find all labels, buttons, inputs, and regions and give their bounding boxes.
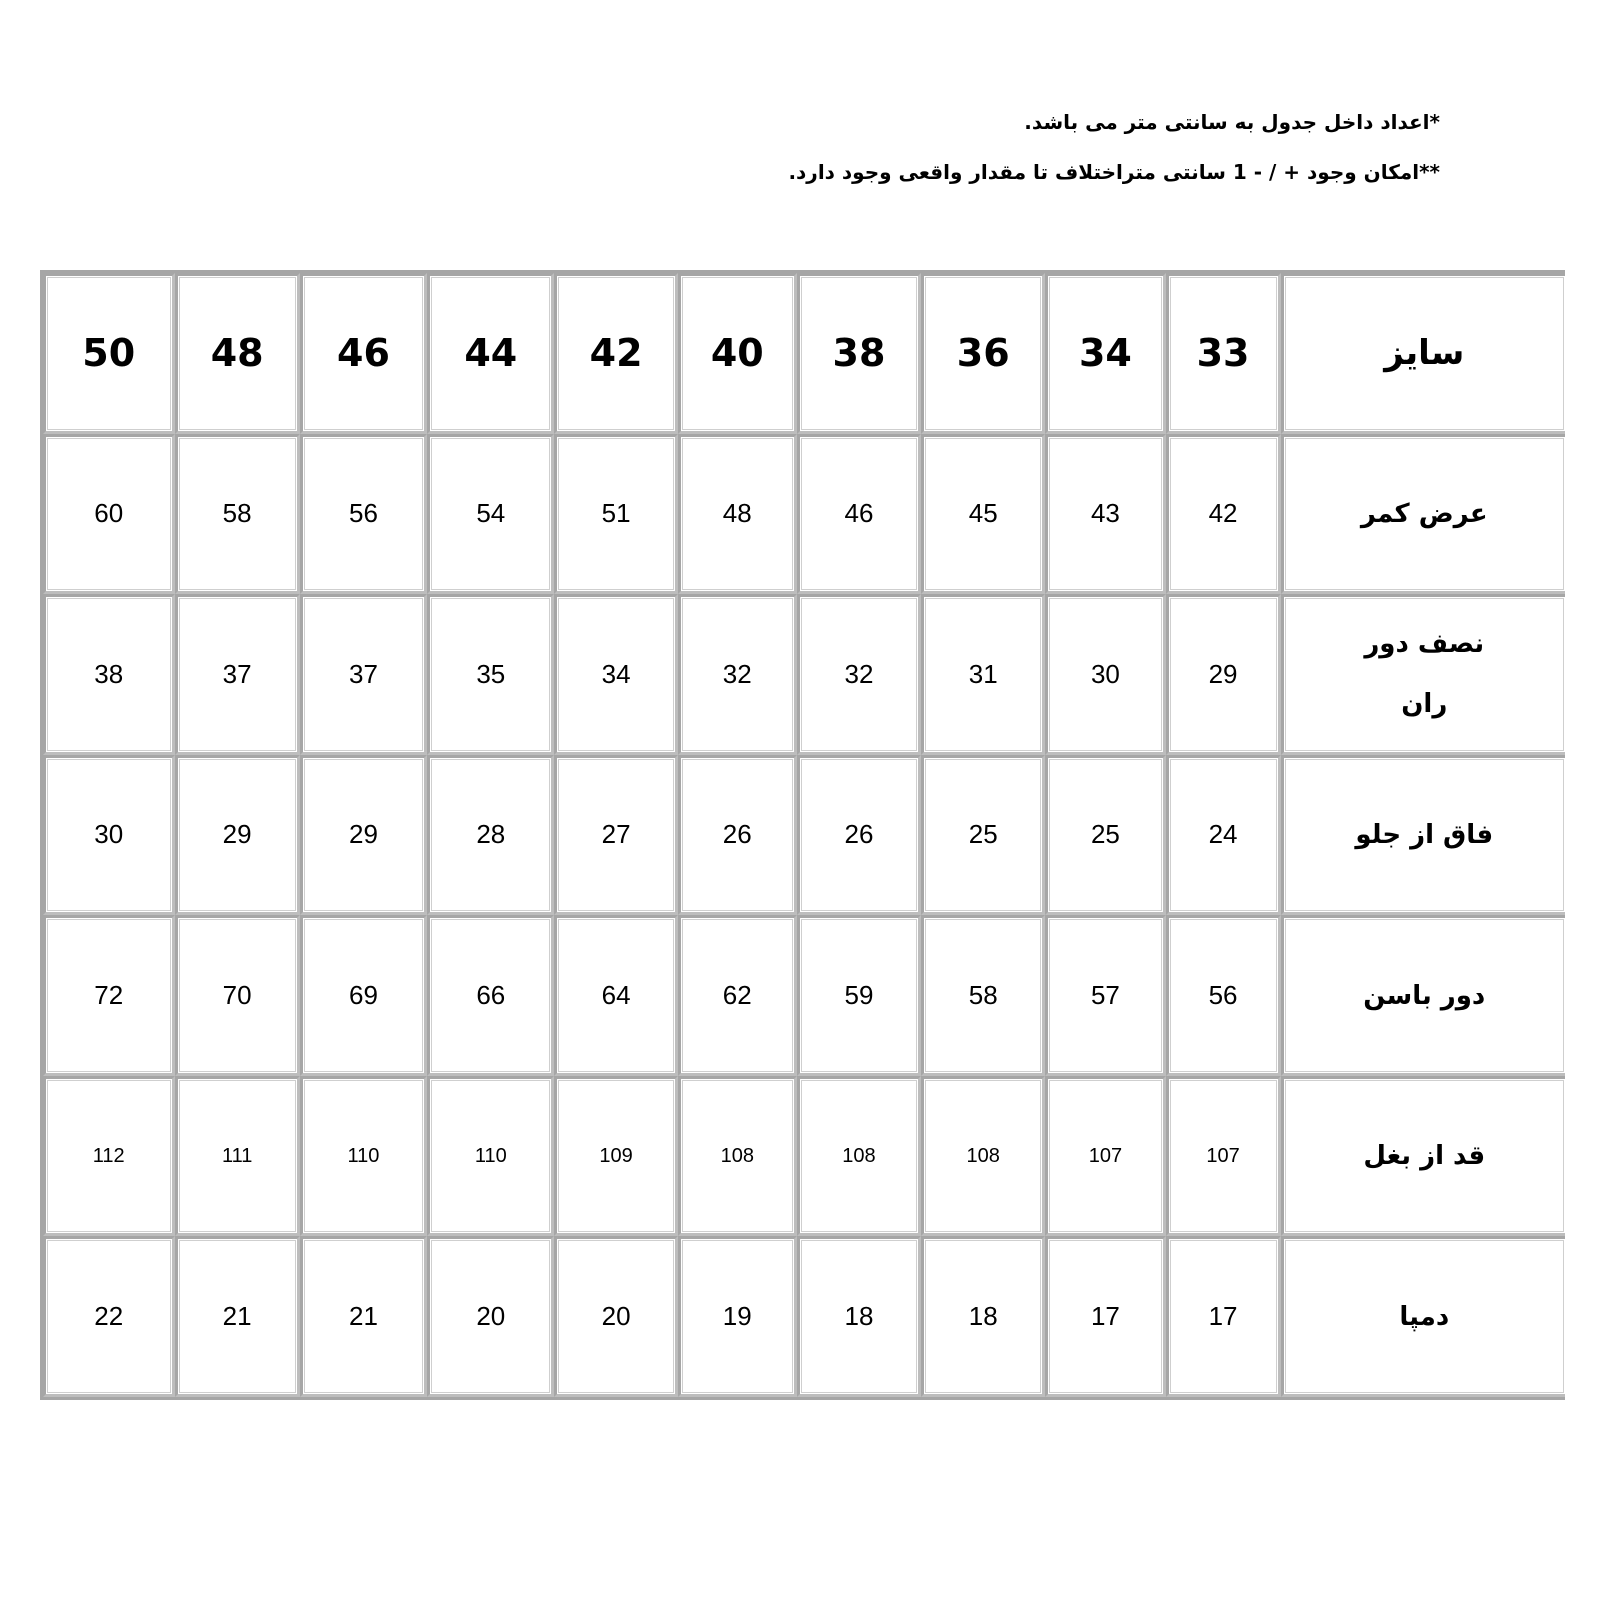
value-cell: 48 (678, 434, 797, 595)
note-units: *اعداد داخل جدول به سانتی متر می باشد. (1024, 110, 1440, 134)
table-row (43, 594, 1565, 755)
value-cell: 69 (300, 915, 427, 1076)
value-cell: 32 (797, 594, 921, 755)
value-cell: 37 (300, 594, 427, 755)
value-cell: 110 (300, 1076, 427, 1237)
size-header-cell: 42 (554, 273, 677, 434)
row-label-cell (1281, 434, 1565, 595)
value-cell: 107 (1045, 1076, 1165, 1237)
table-row (43, 755, 1565, 916)
size-header-cell: 36 (921, 273, 1045, 434)
value-cell: 29 (1166, 594, 1281, 755)
size-chart-wrapper (40, 270, 1565, 1400)
row-label-text: دمپا (1399, 1301, 1450, 1332)
table-row (43, 434, 1565, 595)
value-cell: 43 (1045, 434, 1165, 595)
value-cell: 20 (427, 1236, 554, 1397)
value-cell: 60 (43, 434, 175, 595)
size-header-cell: 38 (797, 273, 921, 434)
row-label-cell (1281, 1236, 1565, 1397)
row-label-cell (1281, 1076, 1565, 1237)
value-cell: 30 (43, 755, 175, 916)
value-cell: 110 (427, 1076, 554, 1237)
table-header-row (43, 273, 1565, 434)
size-chart-table (40, 270, 1565, 1400)
value-cell: 46 (797, 434, 921, 595)
value-cell: 108 (921, 1076, 1045, 1237)
value-cell: 72 (43, 915, 175, 1076)
value-cell: 107 (1166, 1076, 1281, 1237)
table-row (43, 1076, 1565, 1237)
value-cell: 29 (175, 755, 300, 916)
value-cell: 18 (921, 1236, 1045, 1397)
value-cell: 42 (1166, 434, 1281, 595)
value-cell: 17 (1045, 1236, 1165, 1397)
value-cell: 24 (1166, 755, 1281, 916)
notes (540, 108, 1440, 208)
row-label-cell (1281, 755, 1565, 916)
value-cell: 54 (427, 434, 554, 595)
value-cell: 26 (678, 755, 797, 916)
value-cell: 25 (921, 755, 1045, 916)
value-cell: 66 (427, 915, 554, 1076)
header-label-text: سایز (1384, 333, 1465, 374)
size-header-cell: 34 (1045, 273, 1165, 434)
note-tolerance: **امکان وجود + / - 1 سانتی متراختلاف تا مقدار واقعی وجود دارد. (788, 160, 1440, 184)
value-cell: 27 (554, 755, 677, 916)
value-cell: 64 (554, 915, 677, 1076)
value-cell: 38 (43, 594, 175, 755)
value-cell: 57 (1045, 915, 1165, 1076)
value-cell: 22 (43, 1236, 175, 1397)
value-cell: 25 (1045, 755, 1165, 916)
size-header-cell: 46 (300, 273, 427, 434)
row-label-text: فاق از جلو (1355, 819, 1494, 850)
value-cell: 70 (175, 915, 300, 1076)
row-label-text: نصف دور ران (1364, 629, 1485, 720)
value-cell: 111 (175, 1076, 300, 1237)
size-header-cell: 40 (678, 273, 797, 434)
value-cell: 112 (43, 1076, 175, 1237)
row-label-text: عرض کمر (1360, 498, 1488, 529)
value-cell: 109 (554, 1076, 677, 1237)
value-cell: 21 (300, 1236, 427, 1397)
value-cell: 58 (175, 434, 300, 595)
size-header-cell: 33 (1166, 273, 1281, 434)
value-cell: 37 (175, 594, 300, 755)
value-cell: 51 (554, 434, 677, 595)
row-label-text: قد از بغل (1363, 1141, 1486, 1172)
value-cell: 35 (427, 594, 554, 755)
row-label-text: دور باسن (1363, 980, 1486, 1011)
value-cell: 58 (921, 915, 1045, 1076)
value-cell: 18 (797, 1236, 921, 1397)
size-header-cell: 48 (175, 273, 300, 434)
value-cell: 30 (1045, 594, 1165, 755)
value-cell: 56 (300, 434, 427, 595)
header-label-cell (1281, 273, 1565, 434)
value-cell: 31 (921, 594, 1045, 755)
table-row (43, 915, 1565, 1076)
value-cell: 26 (797, 755, 921, 916)
value-cell: 29 (300, 755, 427, 916)
value-cell: 108 (797, 1076, 921, 1237)
value-cell: 17 (1166, 1236, 1281, 1397)
value-cell: 32 (678, 594, 797, 755)
table-row (43, 1236, 1565, 1397)
value-cell: 20 (554, 1236, 677, 1397)
value-cell: 62 (678, 915, 797, 1076)
value-cell: 28 (427, 755, 554, 916)
row-label-cell (1281, 594, 1565, 755)
row-label-cell (1281, 915, 1565, 1076)
value-cell: 56 (1166, 915, 1281, 1076)
value-cell: 21 (175, 1236, 300, 1397)
value-cell: 108 (678, 1076, 797, 1237)
value-cell: 45 (921, 434, 1045, 595)
size-header-cell: 44 (427, 273, 554, 434)
value-cell: 34 (554, 594, 677, 755)
value-cell: 19 (678, 1236, 797, 1397)
size-header-cell: 50 (43, 273, 175, 434)
value-cell: 59 (797, 915, 921, 1076)
